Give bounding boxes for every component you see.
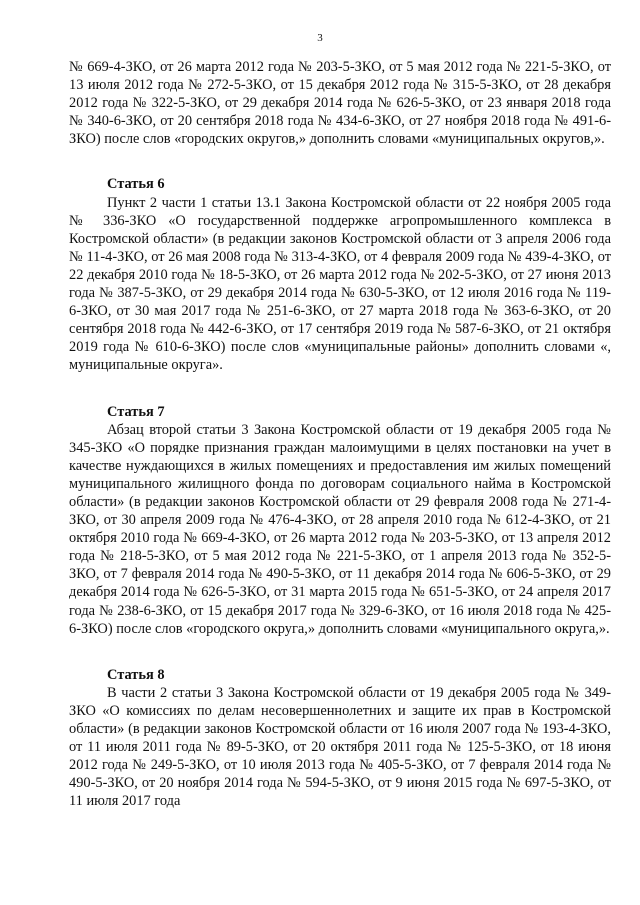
page-number: 3 [317,32,323,44]
article-heading: Статья 8 [107,666,165,683]
document-body [69,58,611,810]
article-6 [69,175,611,374]
intro-paragraph: № 669-4-ЗКО, от 26 марта 2012 года № 203-5-ЗКО, от 5 мая 2012 года № 221-5-ЗКО, от 13 июля 2012 года № 272-5-ЗКО, от 15 декабря 2012 года № 315-5-ЗКО, от 28 декабря 2012 года № 322-5-ЗКО, от 29 декабря 2014 года № 626-5-ЗКО, от 23 января 2018 года № 340-6-ЗКО, от 20 сентября 2018 года № 434-6-ЗКО, от 27 ноября 2018 года № 491-6-ЗКО) после слов «городских округов,» дополнить словами «муниципальных округов,». [69,59,611,148]
article-text: В части 2 статьи 3 Закона Костромской области от 19 декабря 2005 года № 349-ЗКО «О комиссиях по делам несовершеннолетних и защите их прав в Костромской области» (в редакции законов Костромской области от 16 июля 2007 года № 193-4-ЗКО, от 11 июля 2011 года № 89-5-ЗКО, от 20 октября 2011 года № 125-5-ЗКО, от 18 июня 2012 года № 249-5-ЗКО, от 10 июля 2013 года № 405-5-ЗКО, от 7 февраля 2014 года № 490-5-ЗКО, от 20 ноября 2014 года № 594-5-ЗКО, от 9 июня 2015 года № 697-5-ЗКО, от 11 июля 2017 года [69,684,611,810]
article-8 [69,666,611,811]
article-text: Пункт 2 части 1 статьи 13.1 Закона Костромской области от 22 ноября 2005 года № 336-ЗКО «О государственной поддержке агропромышленного комплекса в Костромской области» (в редакции законов Костромской области от 3 апреля 2006 года № 11-4-ЗКО, от 26 мая 2008 года № 313-4-ЗКО, от 4 февраля 2009 года № 439-4-ЗКО, от 22 декабря 2010 года № 18-5-ЗКО, от 26 марта 2012 года № 202-5-ЗКО, от 27 июня 2013 года № 387-5-ЗКО, от 29 декабря 2014 года № 630-5-ЗКО, от 12 июля 2016 года № 119-6-ЗКО, от 30 мая 2017 года № 251-6-ЗКО, от 27 марта 2018 года № 363-6-ЗКО, от 20 сентября 2018 года № 442-6-ЗКО, от 17 сентября 2019 года № 587-6-ЗКО, от 21 октября 2019 года № 610-6-ЗКО) после слов «муниципальные районы» дополнить словами «, муниципальные округа». [69,194,611,374]
article-heading: Статья 7 [107,403,165,420]
article-text: Абзац второй статьи 3 Закона Костромской области от 19 декабря 2005 года № 345-ЗКО «О порядке признания граждан малоимущими в целях постановки на учет в качестве нуждающихся в жилых помещениях и предоставления им жилых помещений муниципального жилищного фонда по договорам социального найма в Костромской области» (в редакции законов Костромской области от 29 февраля 2008 года № 271-4-ЗКО, от 30 апреля 2009 года № 476-4-ЗКО, от 28 апреля 2010 года № 612-4-ЗКО, от 21 октября 2010 года № 669-4-ЗКО, от 26 марта 2012 года № 203-5-ЗКО, от 13 апреля 2012 года № 218-5-ЗКО, от 5 мая 2012 года № 221-5-ЗКО, от 1 апреля 2013 года № 352-5-ЗКО, от 7 февраля 2014 года № 490-5-ЗКО, от 11 декабря 2014 года № 606-5-ЗКО, от 29 декабря 2014 года № 626-5-ЗКО, от 31 марта 2015 года № 651-5-ЗКО, от 24 апреля 2017 года № 238-6-ЗКО, от 15 декабря 2017 года № 329-6-ЗКО, от 16 июля 2018 года № 425-6-ЗКО) после слов «городского округа,» дополнить словами «муниципального округа,». [69,421,611,637]
article-heading: Статья 6 [107,176,165,193]
article-7 [69,403,611,638]
